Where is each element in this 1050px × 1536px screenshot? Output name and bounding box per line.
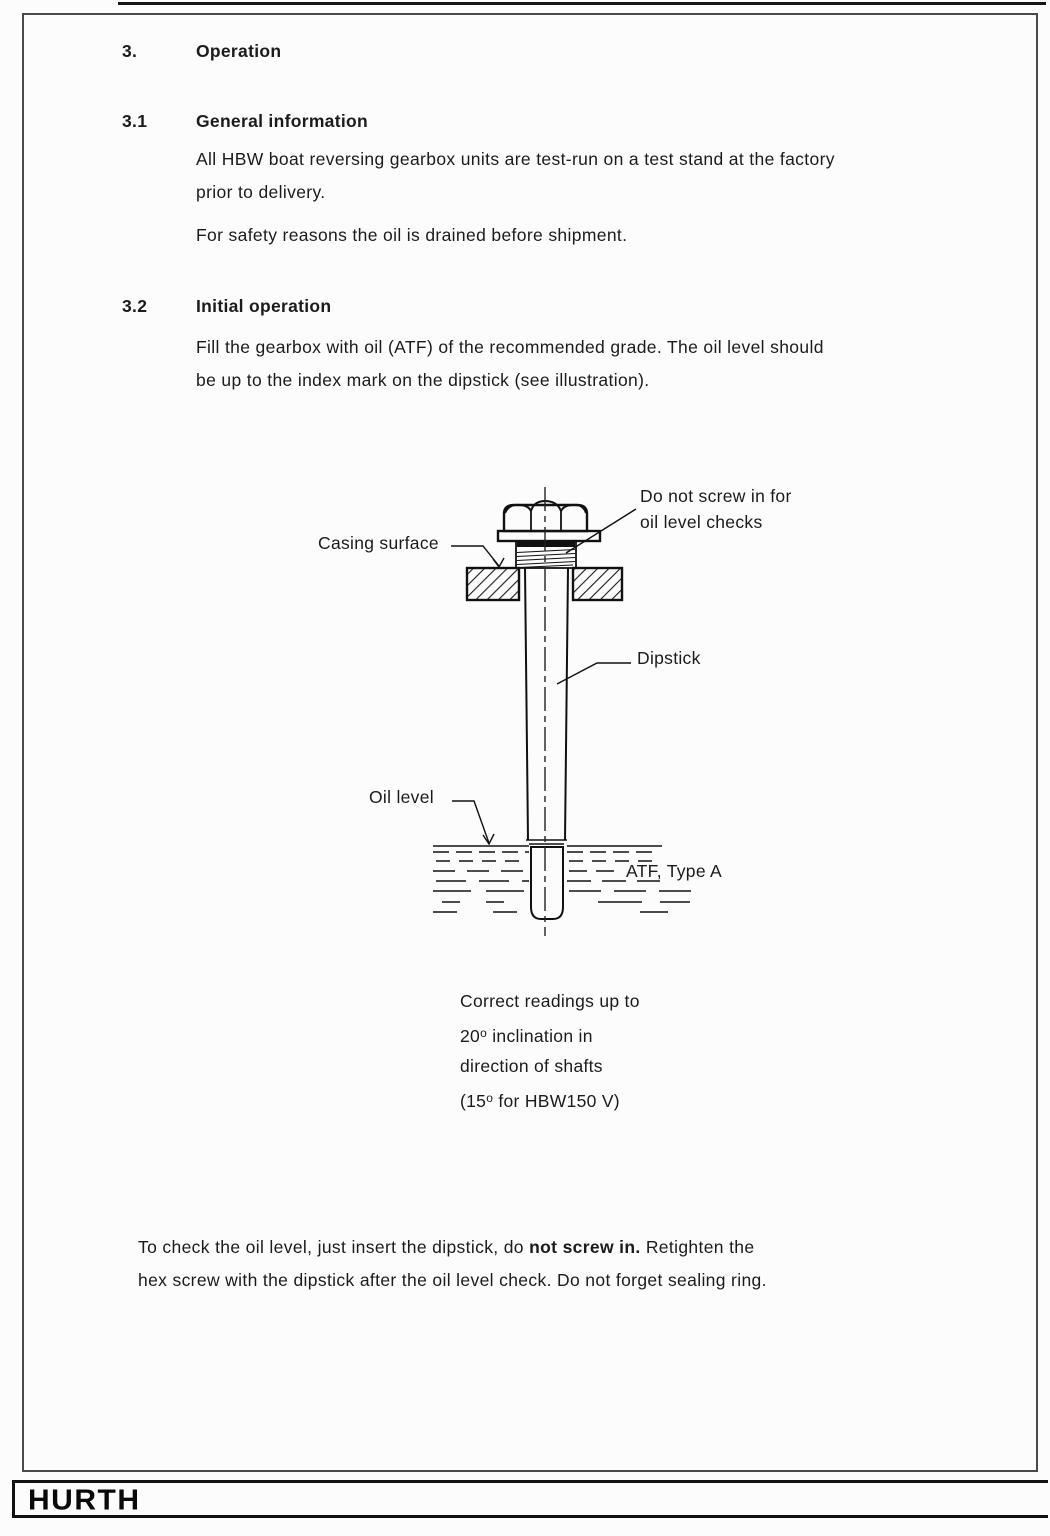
leader-dipstick <box>557 663 631 684</box>
caption-line: Correct readings up to <box>460 991 640 1011</box>
note-line-2: hex screw with the dipstick after the oil level check. Do not forget sealing ring. <box>138 1270 767 1290</box>
casing-hatch-left <box>467 568 519 600</box>
section-32-title: Initial operation <box>196 296 332 316</box>
figure-label-oil-level: Oil level <box>369 787 434 807</box>
leader-casing-surface <box>451 546 499 566</box>
section-32-paragraph-1 <box>196 331 824 397</box>
dipstick-tip <box>531 847 563 919</box>
bolt-flange <box>498 531 600 541</box>
degree-superscript: o <box>480 1026 488 1040</box>
label-line: oil level checks <box>640 512 763 532</box>
section-31-title: General information <box>196 111 368 131</box>
paragraph-line: prior to delivery. <box>196 182 326 202</box>
dipstick-shaft <box>525 568 568 844</box>
figure-caption <box>460 986 640 1116</box>
caption-line <box>460 1016 640 1051</box>
section-31-paragraph-2: For safety reasons the oil is drained before shipment. <box>196 225 628 245</box>
caption-line <box>460 1081 640 1116</box>
scan-artifact-line <box>118 2 1046 5</box>
section-31-paragraph-1 <box>196 143 835 209</box>
note-line-1 <box>138 1231 767 1264</box>
figure-label-casing-surface: Casing surface <box>318 533 439 553</box>
caption-text: 20 <box>460 1025 481 1046</box>
paragraph-line: be up to the index mark on the dipstick (see illustration). <box>196 370 650 390</box>
section-31-number: 3.1 <box>122 111 148 131</box>
note-text-bold: not screw in. <box>529 1237 641 1257</box>
caption-line: direction of shafts <box>460 1055 603 1076</box>
section-3-title: Operation <box>196 41 282 61</box>
paragraph-line: Fill the gearbox with oil (ATF) of the recommended grade. The oil level should <box>196 337 824 357</box>
label-line: Do not screw in for <box>640 486 792 506</box>
arrowhead-oil-level <box>483 834 494 844</box>
note-text: To check the oil level, just insert the dipstick, do <box>138 1237 530 1257</box>
caption-text: (15 <box>460 1090 487 1111</box>
degree-superscript: o <box>486 1090 494 1105</box>
section-3-number: 3. <box>122 41 138 61</box>
caption-text: inclination in <box>487 1025 593 1046</box>
figure-label-dipstick: Dipstick <box>637 648 701 668</box>
figure-label-atf: ATF, Type A <box>626 861 723 881</box>
paragraph-line: All HBW boat reversing gearbox units are test-run on a test stand at the factory <box>196 149 835 169</box>
footer-logo-bar <box>12 1480 1048 1518</box>
caption-text: for HBW150 V) <box>493 1090 620 1111</box>
section-32-number: 3.2 <box>122 296 148 316</box>
bolt-threads <box>516 541 576 568</box>
note-paragraph <box>138 1231 767 1297</box>
arrowhead-casing-surface <box>493 558 504 567</box>
note-text: Retighten the <box>640 1237 755 1257</box>
figure-label-do-not-screw <box>640 486 792 533</box>
casing-hatch-right <box>573 568 622 600</box>
hurth-logo: HURTH <box>28 1484 141 1517</box>
